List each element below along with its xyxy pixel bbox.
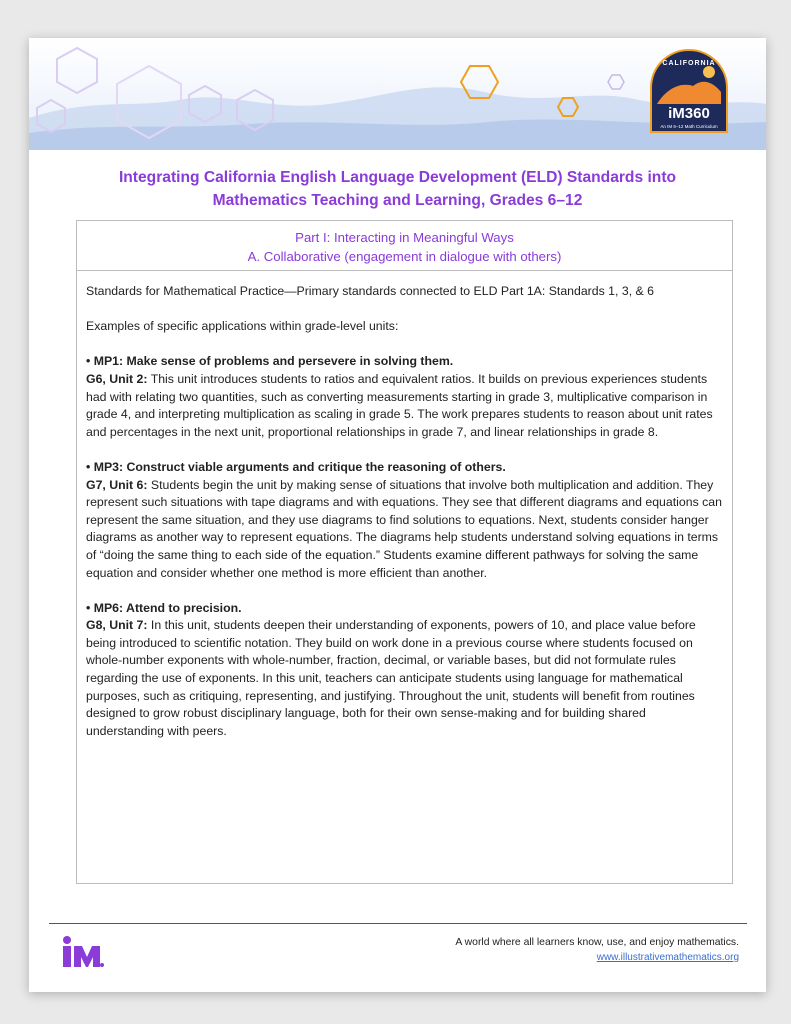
california-bear-badge-icon — [647, 48, 731, 134]
page-title — [49, 166, 746, 212]
svg-text:iM360: iM360 — [668, 105, 710, 122]
box-header — [77, 221, 732, 271]
footer-divider — [49, 923, 747, 924]
practice-heading: • MP1: Make sense of problems and persevere in solving them. — [86, 354, 454, 369]
intro-text: Standards for Mathematical Practice—Primary standards connected to ELD Part 1A: Standards 1, 3, & 6 — [86, 284, 654, 298]
section-title: A. Collaborative (engagement in dialogue with others) — [247, 249, 562, 264]
practice-section — [86, 600, 723, 741]
practice-section — [86, 459, 723, 582]
title-line-2: Mathematics Teaching and Learning, Grades 6–12 — [212, 192, 583, 209]
practice-heading: • MP6: Attend to precision. — [86, 600, 242, 615]
im-logo-icon — [61, 935, 105, 969]
svg-text:iM: iM — [61, 935, 63, 936]
examples-label: Examples of specific applications within grade-level units: — [86, 319, 399, 334]
unit-label: G7, Unit 6: — [86, 477, 148, 492]
svg-text:An IM 6–12 Math Curriculum: An IM 6–12 Math Curriculum — [660, 124, 718, 129]
document-page — [29, 38, 766, 992]
part-title: Part I: Interacting in Meaningful Ways — [295, 230, 514, 245]
svg-text:CALIFORNIA: CALIFORNIA — [662, 60, 716, 67]
practice-heading: • MP3: Construct viable arguments and critique the reasoning of others. — [86, 459, 506, 474]
unit-description: This unit introduces students to ratios and equivalent ratios. It builds on previous experiences students had with relating two quantities, such as converting measurements starting in grade 3, multiplicative comparison in grade 4, and interpreting multiplication as scaling in grade 5. The work prepares students to reason about unit rates and percentages in the next unit, proportional relationships in grade 7, and linear relationships in grade 8. — [86, 371, 713, 439]
unit-label: G6, Unit 2: — [86, 371, 148, 386]
standards-box — [76, 220, 733, 884]
footer-tagline: A world where all learners know, use, and enjoy mathematics. — [455, 937, 739, 948]
box-body — [77, 271, 732, 740]
unit-description: Students begin the unit by making sense of situations that involve both multiplication and addition. They represent such situations with tape diagrams and with equations. They see that different diagrams and equations can represent the same situation, and they use diagrams to find solutions to equations. Next, students consider hanger diagrams as another way to represent equations. The diagrams help students understand solving equations in terms of “doing the same thing to each side of the equation.” Students examine different pathways for solving the same equation and consider whether one method is more efficient than another. — [86, 477, 722, 580]
practice-section — [86, 353, 723, 441]
unit-description: In this unit, students deepen their understanding of exponents, powers of 10, and place value before being introduced to scientific notation. They build on work done in a previous course where students focused on whole-number exponents with whole-number, fraction, decimal, or variable bases, but did not formulate rules regarding the use of exponents. In this unit, teachers can anticipate students using language for mathematical purposes, such as critiquing, representing, and justifying. Throughout the unit, students will benefit from routines designed to grow robust disciplinary language, both for their own sense-making and for building shared understanding with peers. — [86, 618, 696, 738]
unit-label: G8, Unit 7: — [86, 618, 148, 633]
title-line-1: Integrating California English Language Development (ELD) Standards into — [118, 169, 677, 186]
website-link[interactable]: www.illustrativemathematics.org — [596, 952, 739, 963]
